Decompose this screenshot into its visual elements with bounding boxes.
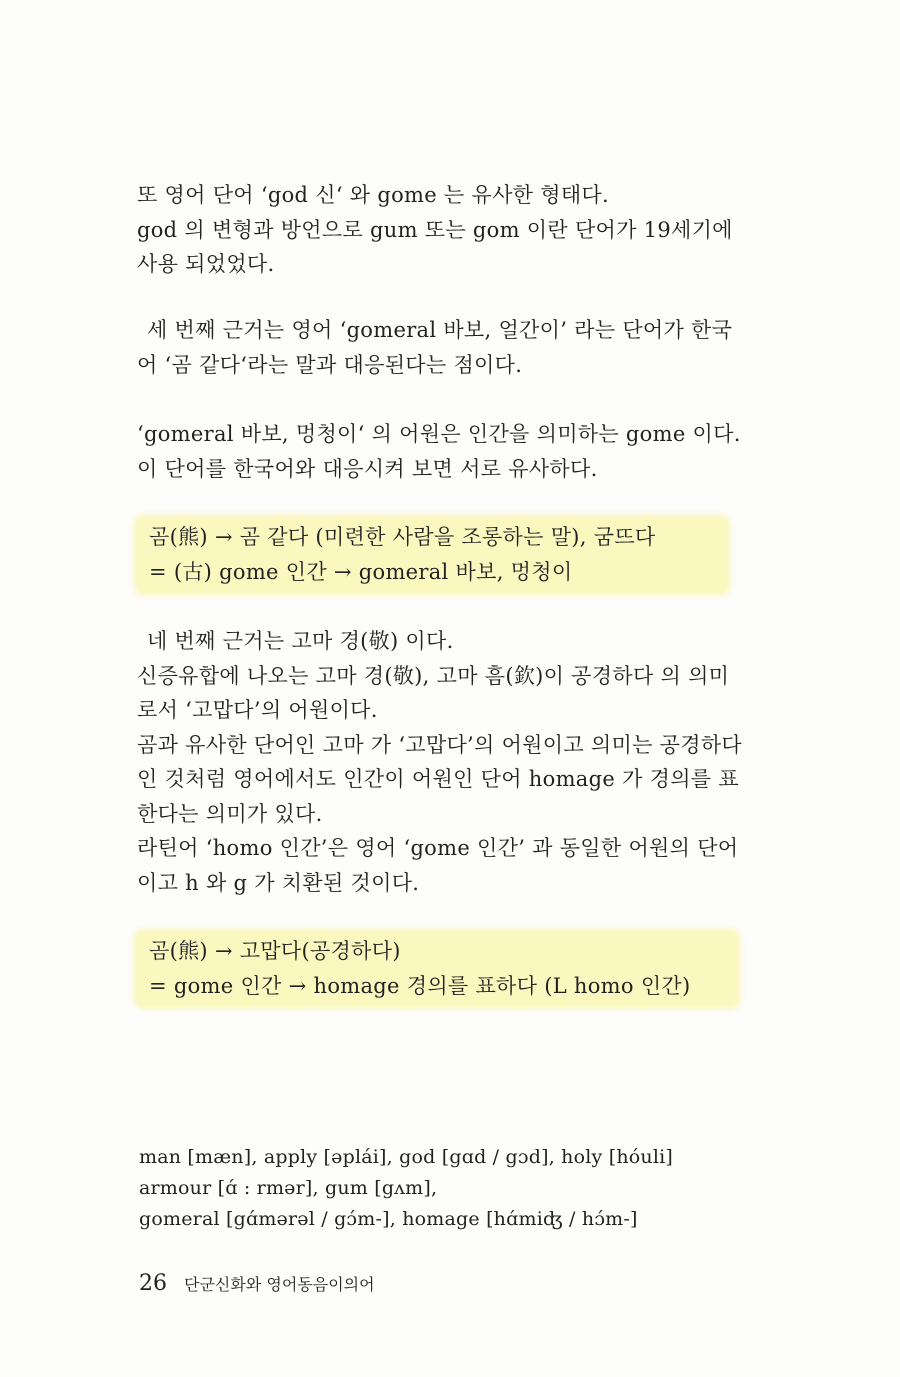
text-line: 어 ‘곰 같다‘라는 말과 대응된다는 점이다. [137,352,523,377]
book-title: 단군신화와 영어동음이의어 [184,1275,375,1294]
pronunciation-list [139,1142,839,1235]
text-line: 인 것처럼 영어에서도 인간이 어원인 단어 homage 가 경의를 표 [137,767,739,791]
text-line: 세 번째 근거는 영어 ‘gomeral 바보, 얼간이’ 라는 단어가 한국 [147,318,733,342]
highlight-line: = (古) gome 인간 → gomeral 바보, 멍청이 [149,560,573,584]
text-line: 로서 ‘고맙다’의 어원이다. [137,698,378,722]
text-line: 네 번째 근거는 고마 경(敬) 이다. [147,629,454,653]
highlight-line: 곰(熊) → 고맙다(공경하다) [149,939,401,963]
paragraph-god-gome [137,178,817,282]
text-line: 곰과 유사한 단어인 고마 가 ‘고맙다’의 어원이고 의미는 공경하다 [137,732,742,757]
page-number: 26 [139,1271,167,1296]
page-footer [139,1266,375,1303]
pronunciation-line: armour [ɑ́ : rmər], gum [gʌm], [139,1177,438,1199]
paragraph-third-evidence [137,313,827,382]
text-line: 이고 h 와 g 가 치환된 것이다. [137,870,420,895]
highlight-line: = gome 인간 → homage 경의를 표하다 (L homo 인간) [149,974,691,998]
highlight-line: 곰(熊) → 곰 같다 (미련한 사람을 조롱하는 말), 굼뜨다 [149,525,656,549]
text-line: 라틴어 ‘homo 인간’은 영어 ‘gome 인간’ 과 동일한 어원의 단어 [137,836,739,860]
text-line: god 의 변형과 방언으로 gum 또는 gom 이란 단어가 19세기에 [137,217,733,242]
pronunciation-line: gomeral [gɑ́mərəl / gɔ́m-], homage [hɑ́miʤ / hɔ́m-] [139,1208,638,1230]
text-line: 이 단어를 한국어와 대응시켜 보면 서로 유사하다. [137,456,598,481]
text-line: ‘gomeral 바보, 멍청이‘ 의 어원은 인간을 의미하는 gome 이다. [137,422,741,446]
text-line: 한다는 의미가 있다. [137,801,323,826]
text-line: 사용 되었었다. [137,252,275,276]
paragraph-gomeral-origin [137,417,817,486]
pronunciation-line: man [mæn], apply [əplái], god [gɑd / gɔd], holy [hóuli] [139,1146,673,1168]
paragraph-fourth-evidence [137,624,827,900]
highlight-box-gomeral [137,518,727,592]
text-line: 또 영어 단어 ‘god 신‘ 와 gome 는 유사한 형태다. [137,183,609,207]
highlight-box-homage [137,932,737,1006]
text-line: 신증유합에 나오는 고마 경(敬), 고마 흠(欽)이 공경하다 의 의미 [137,663,730,688]
